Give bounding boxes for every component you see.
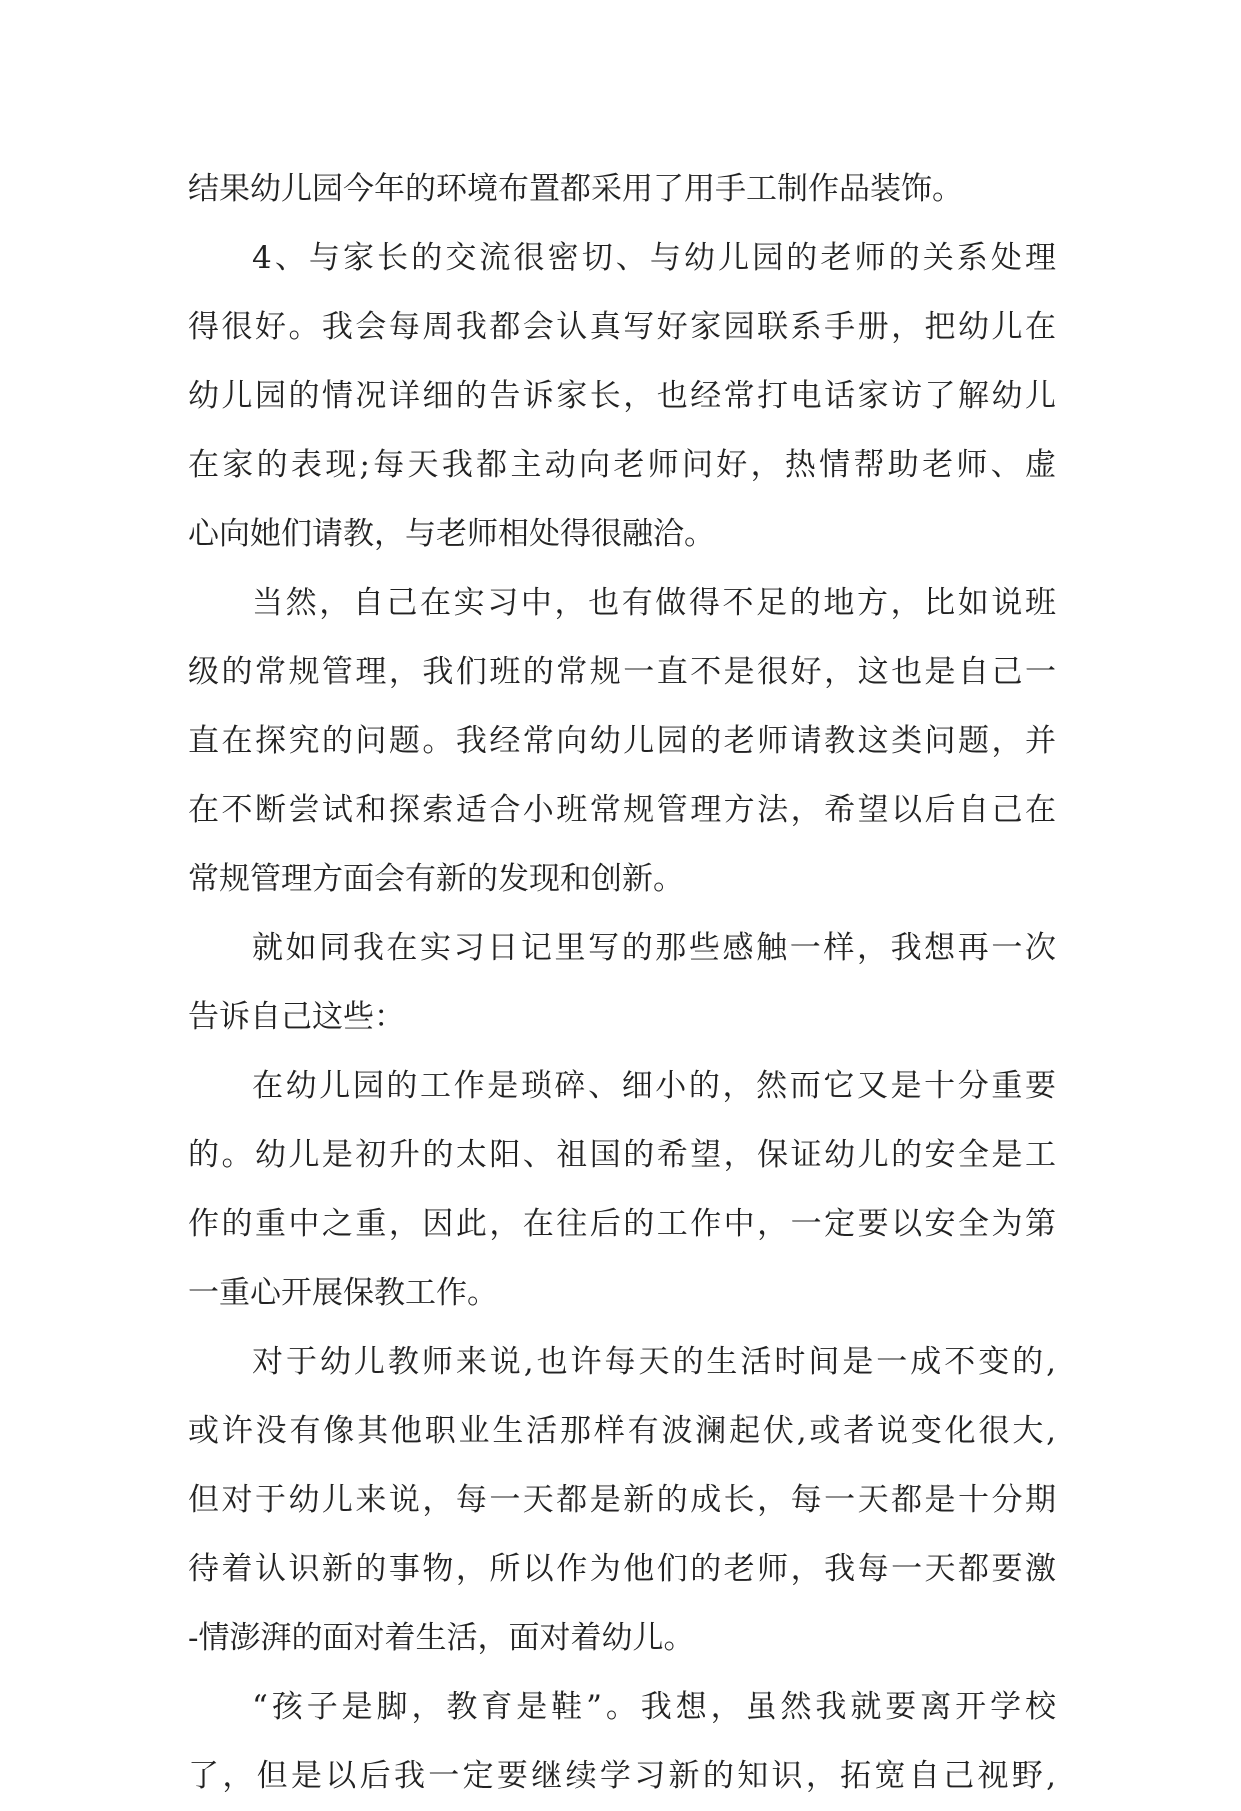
text-line: 对于幼儿教师来说,也许每天的生活时间是一成不变的,: [252, 1344, 1056, 1380]
text-line: 但对于幼儿来说，每一天都是新的成长，每一天都是十分期: [188, 1482, 1056, 1518]
text-line: 就如同我在实习日记里写的那些感触一样，我想再一次: [252, 930, 1056, 966]
text-line: 结果幼儿园今年的环境布置都采用了用手工制作品装饰。: [188, 171, 963, 207]
text-line: 直在探究的问题。我经常向幼儿园的老师请教这类问题，并: [188, 723, 1056, 759]
text-line: 常规管理方面会有新的发现和创新。: [188, 861, 684, 897]
text-line: 心向她们请教，与老师相处得很融洽。: [188, 516, 715, 552]
text-line: 级的常规管理，我们班的常规一直不是很好，这也是自己一: [188, 654, 1056, 690]
text-line: “孩子是脚，教育是鞋”。我想，虽然我就要离开学校: [252, 1689, 1056, 1725]
text-line: 4、与家长的交流很密切、与幼儿园的老师的关系处理: [252, 240, 1056, 276]
text-line: 作的重中之重，因此，在往后的工作中，一定要以安全为第: [188, 1206, 1056, 1242]
text-line: 告诉自己这些：: [188, 999, 405, 1035]
text-line: 在幼儿园的工作是琐碎、细小的，然而它又是十分重要: [252, 1068, 1056, 1104]
text-line: 当然，自己在实习中，也有做得不足的地方，比如说班: [252, 585, 1056, 621]
text-line: 的。幼儿是初升的太阳、祖国的希望，保证幼儿的安全是工: [188, 1137, 1056, 1173]
text-line: 待着认识新的事物，所以作为他们的老师，我每一天都要激: [188, 1551, 1056, 1587]
document-body: [188, 155, 1056, 1811]
text-line: 在家的表现;每天我都主动向老师问好，热情帮助老师、虚: [188, 447, 1056, 483]
text-line: 幼儿园的情况详细的告诉家长，也经常打电话家访了解幼儿: [188, 378, 1056, 414]
text-line: -情澎湃的面对着生活，面对着幼儿。: [188, 1620, 695, 1656]
text-line: 或许没有像其他职业生活那样有波澜起伏,或者说变化很大,: [188, 1413, 1056, 1449]
text-line: 得很好。我会每周我都会认真写好家园联系手册，把幼儿在: [188, 309, 1056, 345]
text-line: 了，但是以后我一定要继续学习新的知识，拓宽自己视野,: [188, 1758, 1056, 1794]
text-line: 在不断尝试和探索适合小班常规管理方法，希望以后自己在: [188, 792, 1056, 828]
text-line: 一重心开展保教工作。: [188, 1275, 498, 1311]
